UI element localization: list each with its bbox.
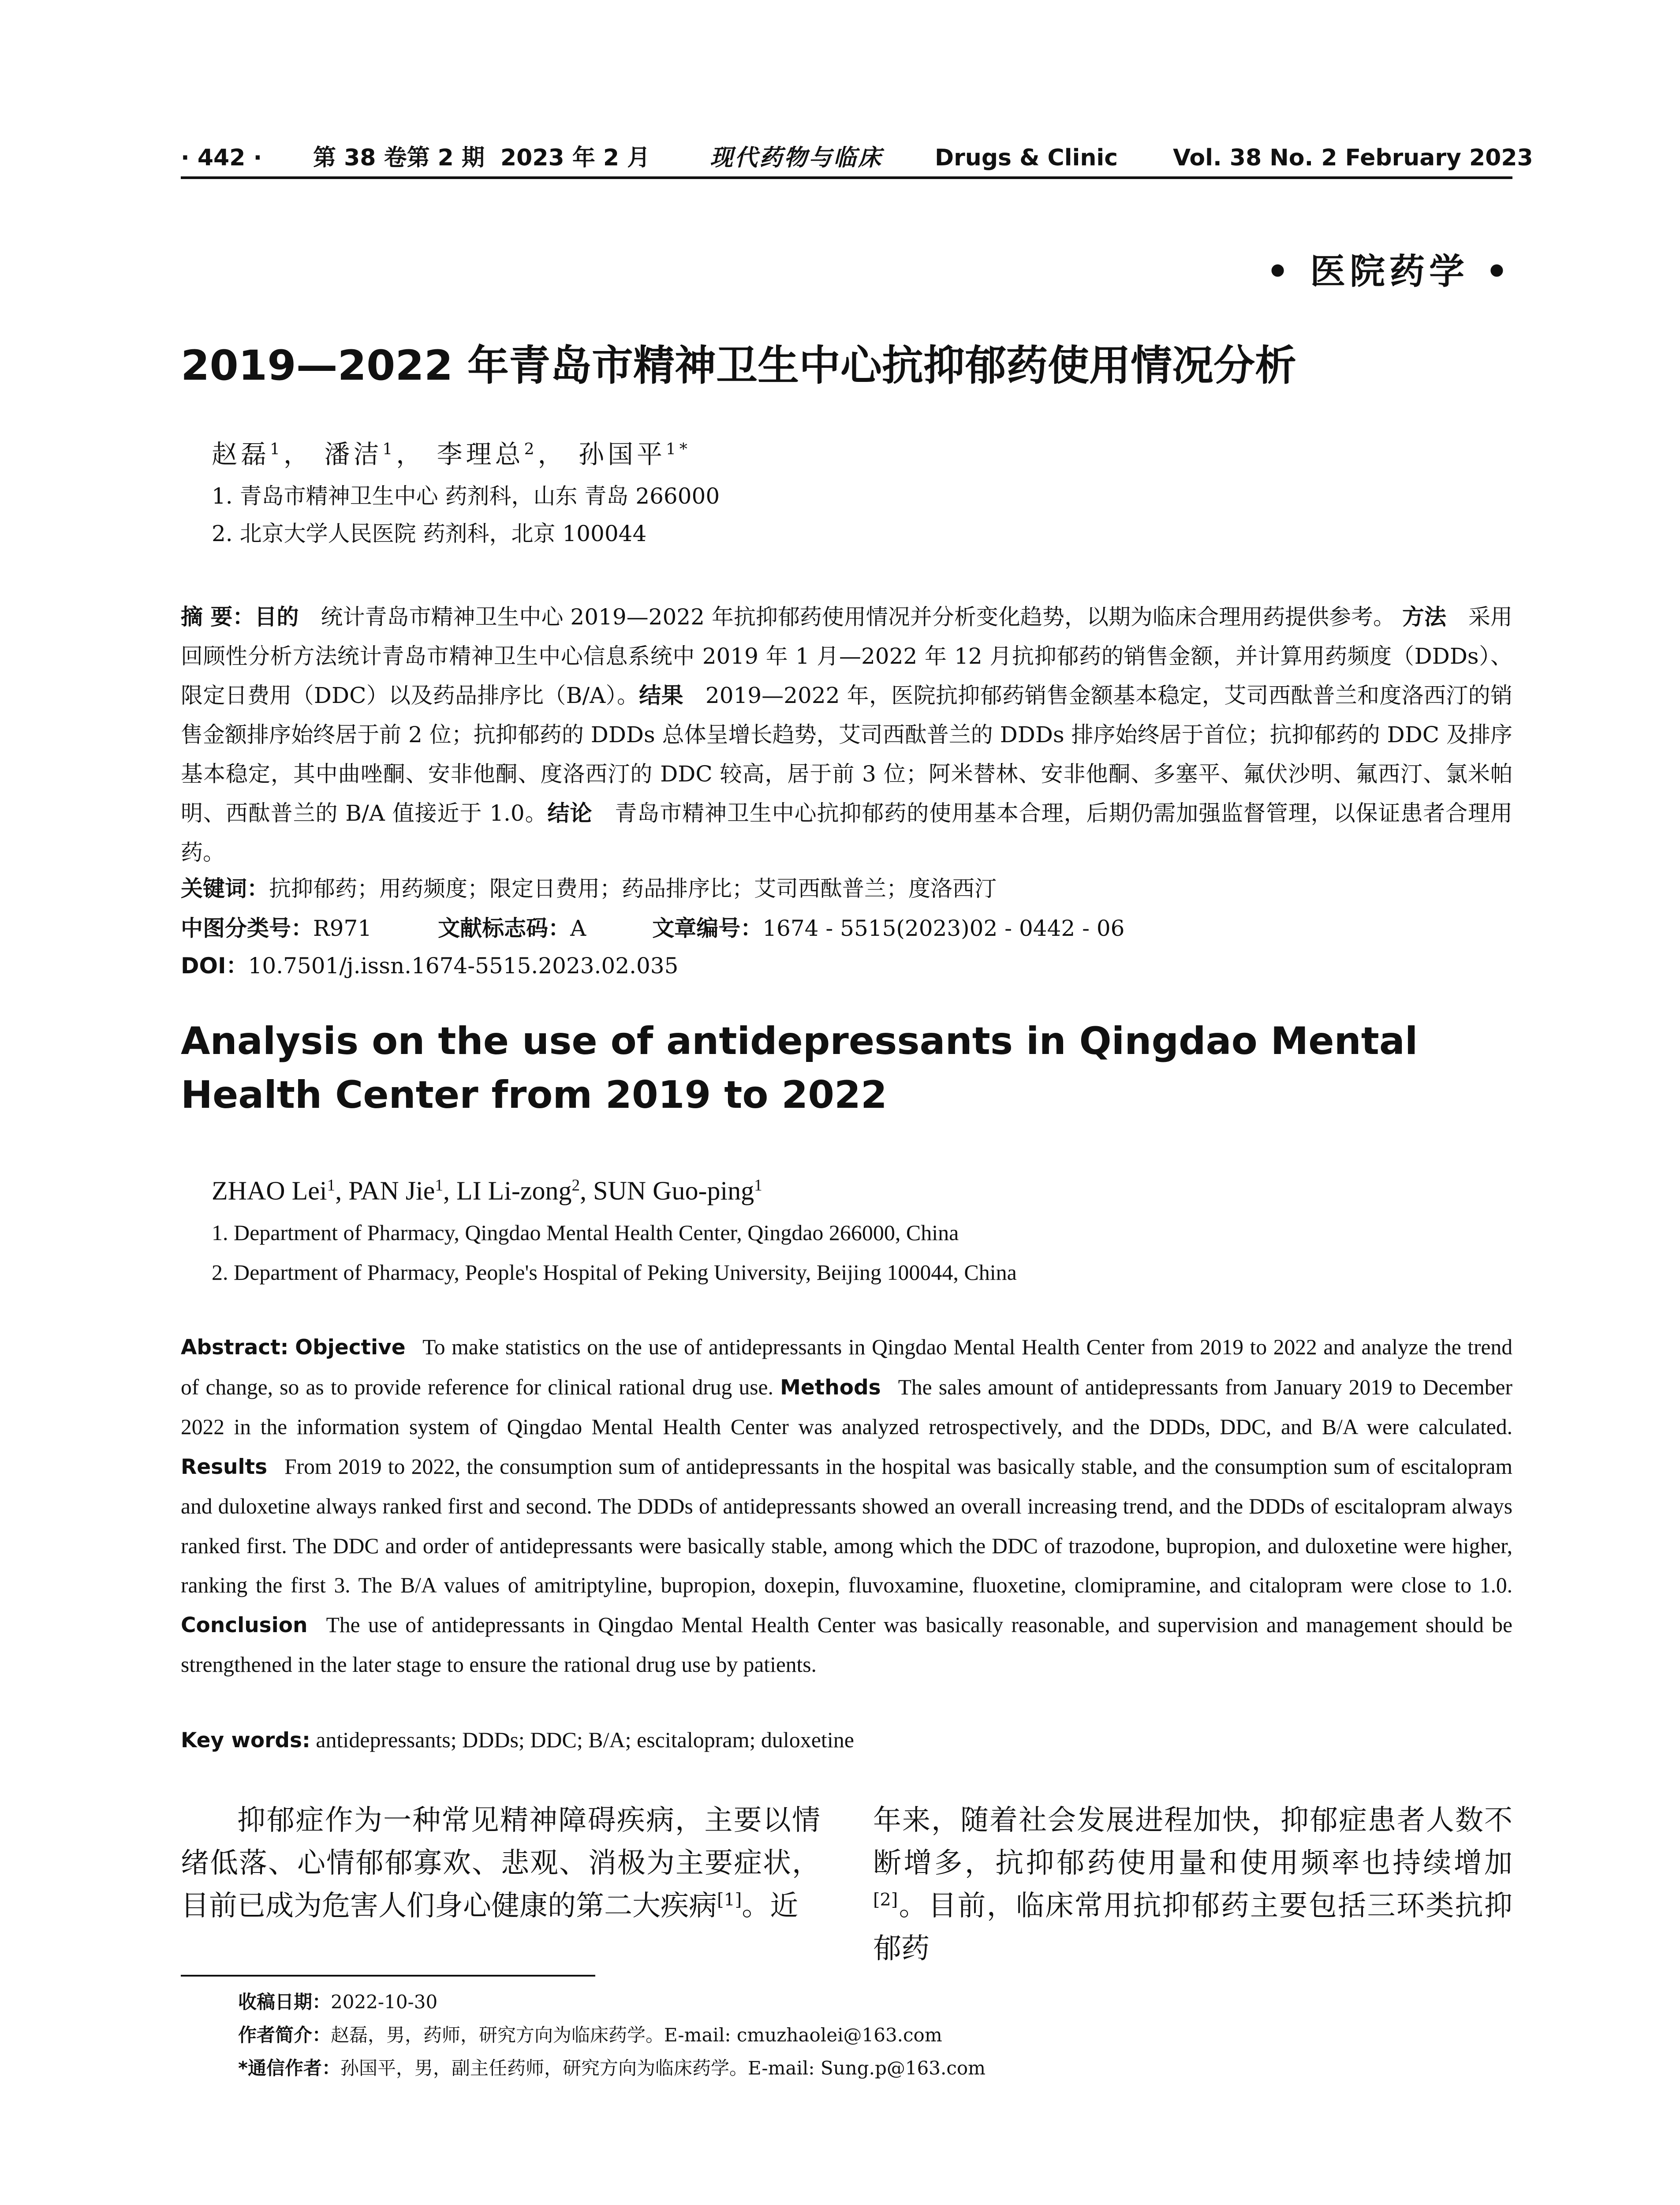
volume-en: Vol. 38 No. 2 February 2023 bbox=[1173, 145, 1533, 171]
body-paragraph-right bbox=[873, 1799, 1512, 1970]
citation-1: [1] bbox=[717, 1890, 742, 1910]
cn-conclusion-label: 结论 bbox=[547, 800, 593, 826]
footnote-rule bbox=[181, 1975, 595, 1977]
cn-author-2: 潘洁 bbox=[324, 439, 383, 469]
body-paragraph-left bbox=[181, 1799, 820, 1928]
en-title: Analysis on the use of antidepressants in Qingdao Mental Health Center from 2019 to 2022 bbox=[181, 1019, 1418, 1117]
cn-author-2-sup: 1 bbox=[382, 440, 396, 459]
body-column-right bbox=[873, 1799, 1512, 1970]
author-bio: 赵磊，男，药师，研究方向为临床药学。E-mail: cmuzhaolei@163.com bbox=[331, 2024, 942, 2046]
en-abstract-label: Abstract: bbox=[181, 1335, 289, 1360]
footnote-corresponding bbox=[238, 2053, 986, 2084]
cn-classification bbox=[181, 911, 1125, 946]
cn-authors: 赵磊$^1$， 潘洁$^1$， 李理总$^2$， 孙国平$^{1*}$ bbox=[212, 439, 691, 469]
en-conclusion-label: Conclusion bbox=[181, 1613, 308, 1637]
en-objective: To make statistics on the use of antidepressants in Qingdao Mental Health Center from 2019 to 2022 and analyze the trend of change, so as to provide reference for clinical rational drug use. bbox=[181, 1335, 1512, 1399]
en-objective-label: Objective bbox=[295, 1335, 406, 1360]
footnote-received bbox=[238, 1987, 437, 2018]
body-column-left bbox=[181, 1799, 820, 1928]
cn-author-1: 赵磊 bbox=[212, 439, 270, 469]
en-author-2: PAN Jie bbox=[348, 1176, 435, 1205]
article-number-label: 文章编号： bbox=[652, 916, 763, 941]
en-author-4-sup: 1 bbox=[754, 1176, 762, 1195]
cn-affiliation-2: 2. 北京大学人民医院 药剂科，北京 100044 bbox=[212, 521, 647, 546]
cn-author-4: 孙国平 bbox=[578, 439, 666, 469]
running-header bbox=[181, 140, 1533, 176]
cn-keywords-label: 关键词： bbox=[181, 876, 269, 901]
cn-methods: 采用回顾性分析方法统计青岛市精神卫生中心信息系统中 2019 年 1 月—2022 年 12 月抗抑郁药的销售金额，并计算用药频度（DDDs）、限定日费用（DDC）以及药品排序比（B/A）。 bbox=[181, 604, 1512, 708]
journal-cn: 现代药物与临床 bbox=[710, 144, 883, 171]
cn-results-label: 结果 bbox=[639, 683, 683, 708]
en-author-1-sup: 1 bbox=[327, 1176, 336, 1195]
section-tag: • 医院药学 • bbox=[1266, 250, 1512, 292]
corresponding-author: 孙国平，男，副主任药师，研究方向为临床药学。E-mail: Sung.p@163.com bbox=[340, 2057, 986, 2079]
en-author-2-sup: 1 bbox=[435, 1176, 443, 1195]
clc-value: R971 bbox=[313, 916, 372, 941]
cn-abstract-label: 摘 要： bbox=[181, 604, 255, 630]
en-keywords-label: Key words: bbox=[181, 1728, 310, 1753]
doi-label: DOI： bbox=[181, 953, 248, 979]
en-author-4: SUN Guo-ping bbox=[593, 1176, 754, 1205]
en-methods-label: Methods bbox=[780, 1375, 881, 1400]
doi bbox=[181, 948, 678, 983]
en-methods: The sales amount of antidepressants from January 2019 to December 2022 in the information system of Qingdao Mental Health Center was analyzed retrospectively, and the DDDs, DDC, and B/A were calculated. bbox=[181, 1375, 1513, 1439]
cn-author-3: 李理总 bbox=[437, 439, 524, 469]
en-author-1: ZHAO Lei bbox=[212, 1176, 327, 1205]
en-results-label: Results bbox=[181, 1454, 268, 1479]
body-right-tail: 。目前，临床常用抗抑郁药主要包括三环类抗抑郁药 bbox=[873, 1890, 1512, 1965]
doc-code-value: A bbox=[570, 916, 586, 941]
article-number-value: 1674 - 5515(2023)02 - 0442 - 06 bbox=[762, 916, 1125, 941]
cn-title: 2019—2022 年青岛市精神卫生中心抗抑郁药使用情况分析 bbox=[181, 342, 1296, 390]
footnote-author-bio bbox=[238, 2020, 942, 2051]
en-conclusion: The use of antidepressants in Qingdao Mental Health Center was basically reasonable, and supervision and management should be strengthened in the later stage to ensure the rational drug use by patients. bbox=[181, 1612, 1512, 1677]
en-author-3: LI Li-zong bbox=[456, 1176, 572, 1205]
doc-code-label: 文献标志码： bbox=[438, 916, 571, 941]
header-rule bbox=[181, 176, 1512, 179]
cn-keywords bbox=[181, 871, 997, 906]
en-keywords bbox=[181, 1722, 854, 1758]
en-affiliation-1: 1. Department of Pharmacy, Qingdao Mental Health Center, Qingdao 266000, China bbox=[212, 1220, 959, 1245]
en-abstract bbox=[181, 1327, 1512, 1685]
citation-2: [2] bbox=[873, 1890, 898, 1910]
cn-author-4-sup: 1* bbox=[666, 440, 691, 459]
page-number: · 442 · bbox=[181, 145, 262, 171]
cn-objective: 统计青岛市精神卫生中心 2019—2022 年抗抑郁药使用情况并分析变化趋势，以期为临床合理用药提供参考。 bbox=[321, 604, 1396, 630]
volume-cn: 第 38 卷第 2 期 bbox=[313, 145, 485, 171]
cn-results: 2019—2022 年，医院抗抑郁药销售金额基本稳定，艾司西酞普兰和度洛西汀的销售金额排序始终居于前 2 位；抗抑郁药的 DDDs 总体呈增长趋势，艾司西酞普兰的 DDDs 排序始终居于首位；抗抑郁药的 DDC 及排序基本稳定，其中曲唑酮、安非他酮、度洛西汀的 DDC 较高，居于前 3 位；阿米替林、安非他酮、多塞平、氟伏沙明、氟西汀、氯米帕明、西酞普兰的 B/A 值接近于 1.0。 bbox=[181, 683, 1512, 826]
cn-abstract bbox=[181, 598, 1512, 872]
en-author-3-sup: 2 bbox=[571, 1176, 580, 1195]
doi-value: 10.7501/j.issn.1674-5515.2023.02.035 bbox=[248, 953, 679, 979]
journal-en: Drugs & Clinic bbox=[935, 145, 1118, 171]
en-authors: ZHAO Lei$^1$, PAN Jie$^1$, LI Li-zong$^2$, SUN Guo-ping$^1$ bbox=[212, 1176, 762, 1205]
en-results: From 2019 to 2022, the consumption sum of antidepressants in the hospital was basically stable, and the consumption sum of escitalopram and duloxetine always ranked first and second. The DDDs of antidepressants showed an overall increasing trend, and the DDDs of escitalopram always ranked first. The DDC and order of antidepressants were basically stable, among which the DDC of trazodone, bupropion, and duloxetine were higher, ranking the first 3. The B/A values of amitriptyline, bupropion, doxepin, fluvoxamine, fluoxetine, clomipramine, and citalopram were close to 1.0. bbox=[181, 1454, 1512, 1597]
body-left-text: 抑郁症作为一种常见精神障碍疾病，主要以情绪低落、心情郁郁寡欢、悲观、消极为主要症状，目前已成为危害人们身心健康的第二大疾病 bbox=[181, 1804, 820, 1922]
en-affiliation-2: 2. Department of Pharmacy, People's Hospital of Peking University, Beijing 100044, China bbox=[212, 1260, 1017, 1285]
cn-conclusion: 青岛市精神卫生中心抗抑郁药的使用基本合理，后期仍需加强监督管理，以保证患者合理用药。 bbox=[181, 800, 1513, 865]
received-date: 2022-10-30 bbox=[331, 1991, 438, 2013]
body-left-tail: 。近 bbox=[742, 1890, 799, 1922]
corresponding-label: *通信作者： bbox=[238, 2057, 340, 2079]
date-cn: 2023 年 2 月 bbox=[500, 145, 650, 171]
cn-author-1-sup: 1 bbox=[270, 440, 284, 459]
clc-label: 中图分类号： bbox=[181, 916, 313, 941]
received-label: 收稿日期： bbox=[238, 1991, 331, 2013]
cn-methods-label: 方法 bbox=[1402, 604, 1446, 630]
cn-objective-label: 目的 bbox=[254, 604, 299, 630]
body-right-text: 年来，随着社会发展进程加快，抑郁症患者人数不断增多，抗抑郁药使用量和使用频率也持续增加 bbox=[873, 1804, 1512, 1880]
author-bio-label: 作者简介： bbox=[238, 2024, 331, 2046]
cn-affiliation-1: 1. 青岛市精神卫生中心 药剂科，山东 青岛 266000 bbox=[212, 483, 720, 509]
cn-keywords-value: 抗抑郁药；用药频度；限定日费用；药品排序比；艾司西酞普兰；度洛西汀 bbox=[269, 876, 997, 901]
cn-author-3-sup: 2 bbox=[524, 440, 538, 459]
en-keywords-value: antidepressants; DDDs; DDC; B/A; escitalopram; duloxetine bbox=[316, 1727, 854, 1752]
